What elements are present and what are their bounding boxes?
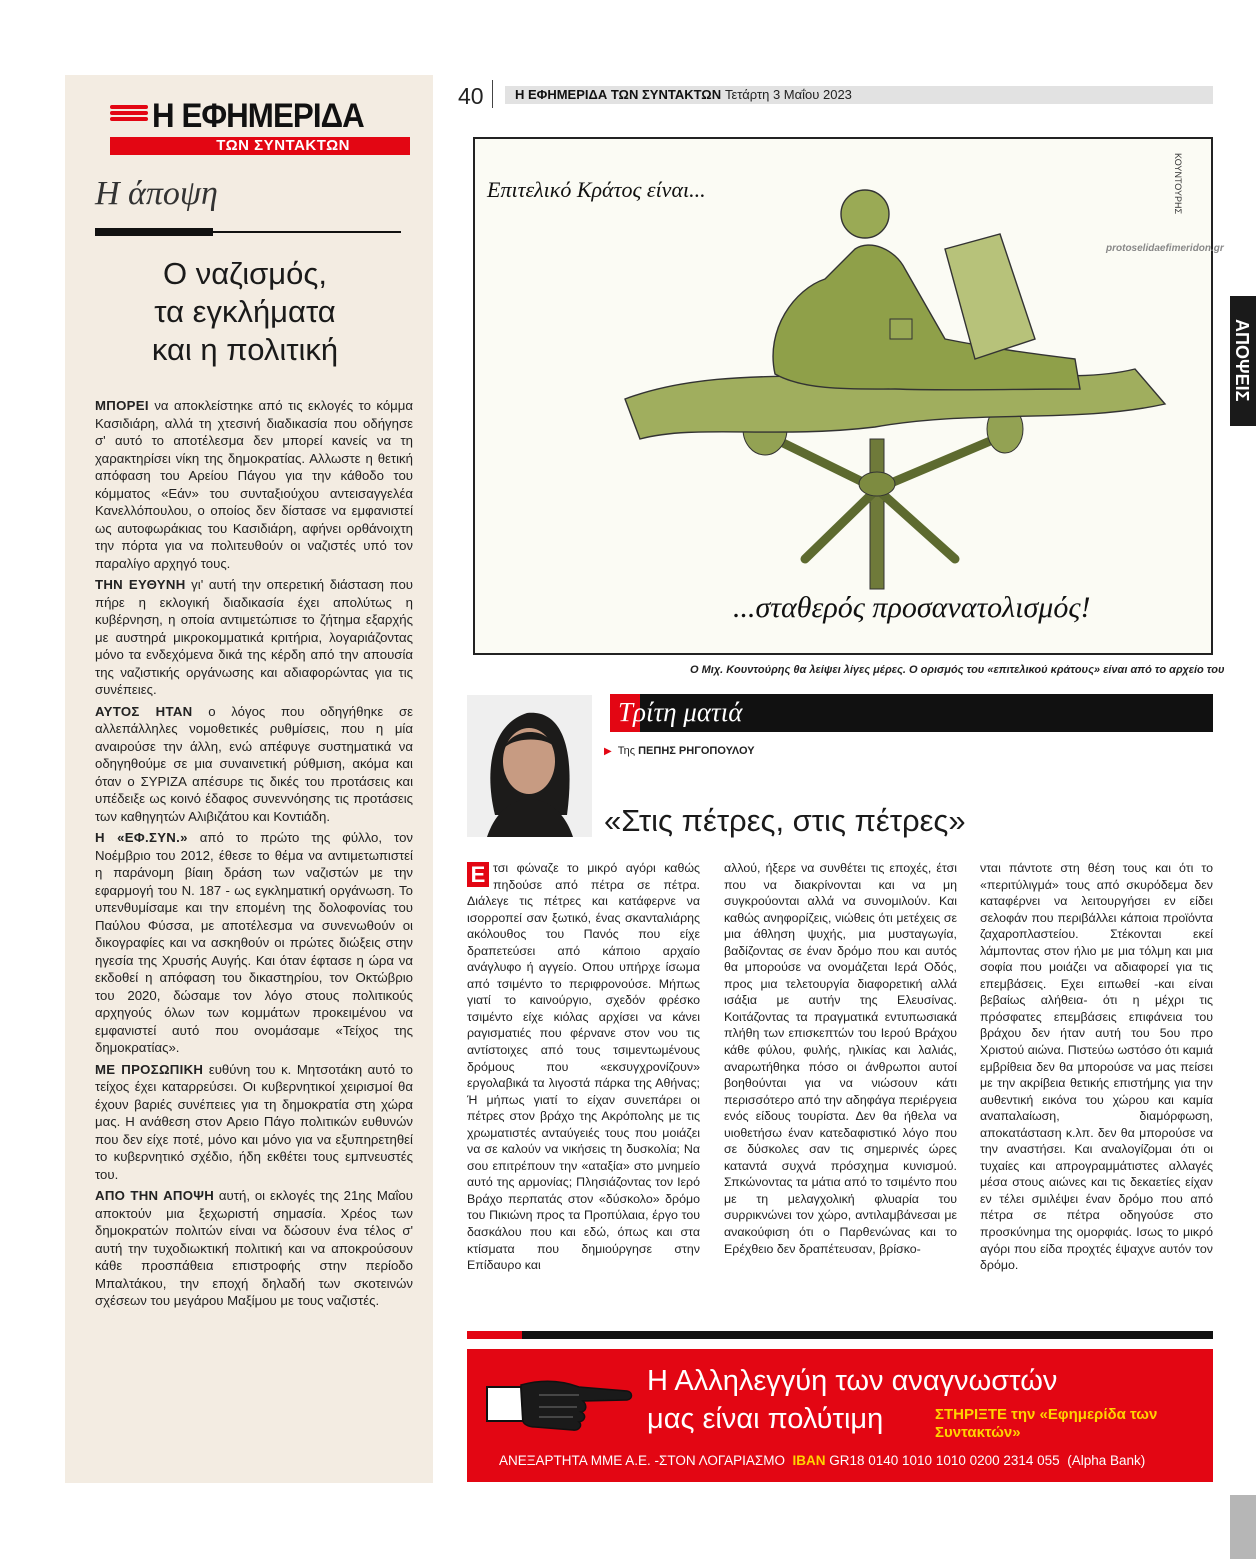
column-section-initial: Τ xyxy=(618,697,634,727)
article-column-2 xyxy=(724,860,957,1257)
paragraph-lead: ΜΕ ΠΡΟΣΩΠΙΚΗ xyxy=(95,1061,204,1077)
paragraph-lead: ΤΗΝ ΕΥΘΥΝΗ xyxy=(95,577,186,592)
watermark: protoselidaefimeridon.gr xyxy=(1106,243,1224,254)
ad-iban-number: GR18 0140 1010 1010 0200 2314 055 xyxy=(829,1453,1060,1468)
cartoon-drawing xyxy=(475,139,1211,653)
editorial-title-line: τα εγκλήματα xyxy=(154,294,336,329)
cartoon-signature: ΚΟΥΝΤΟΥΡΗΣ xyxy=(1173,153,1183,215)
editorial-title xyxy=(95,255,395,369)
page-number-divider xyxy=(492,80,493,108)
paragraph-text: ευθύνη του κ. Μητσοτάκη αυτό το τείχος έχει καταρρεύσει. Οι κυβερνητικοί χειρισμοί θα έχουν βαριές συνέπειες για τη δημοκρατία στη χώρα μας. Η ανάθεση στον Αρειο Πάγο πολιτικών ευθυνών που δεν είχε ποτέ, μόνο και μόνο για να εξυπηρετηθεί το κυβερνητικό σχέδιο, ήδη εκθέτει τους εμπνευστές του. xyxy=(95,1061,413,1182)
ad-iban-label: IBAN xyxy=(792,1453,826,1468)
editorial-paragraph xyxy=(95,829,413,1057)
author-portrait-icon xyxy=(467,695,592,837)
ad-subheadline: μας είναι πολύτιμη xyxy=(647,1403,884,1435)
solidarity-ad[interactable] xyxy=(467,1349,1213,1482)
pointing-hand-icon xyxy=(483,1365,633,1440)
author-photo xyxy=(467,695,592,837)
ad-call-to-action[interactable]: ΣΤΗΡΙΞΤΕ την «Εφημερίδα των Συντακτών» xyxy=(935,1406,1158,1441)
paragraph-lead: ΑΠΟ ΤΗΝ ΑΠΟΨΗ xyxy=(95,1188,215,1203)
editorial-paragraph xyxy=(95,397,413,572)
cartoon-top-text: Επιτελικό Κράτος είναι... xyxy=(487,177,706,202)
column-section-title-text: ρίτη ματιά xyxy=(633,697,743,727)
article-text: τσι φώναζε το μικρό αγόρι καθώς πηδούσε από πέτρα σε πέτρα. Διάλεγε τις πέτρες και κατάφερνε να ισορροπεί σαν ξωτικό, ένας σκανταλιάρης ακόλουθος του Πανός που είχε δραπετεύσει από κάποιο αρχαίο ανάγλυφο ή αγγείο. Οπου υπήρχε ίσωμα από τσιμέντο το περιφρονούσε. Μήπως γιατί το καινούργιο, σχεδόν φρέσκο τσιμέντο είχε κιόλας αρχίσει να κάνει ραγισματιές που φέρνανε στον νου τις αντίστοιχες από τους τσιμεντωμένους δρόμους που «εκσυγχρονίζουν» εργολαβικά τα λιγοστά πάρκα της Αθήνας; Ή μήπως γιατί το είχαν συνεπάρει οι πέτρες στον βράχο της Ακρόπολης με τις χρωματιστές ανταύγειές τους που μοιάζει να σε καλούν να νικήσεις τη δυσκολία; Να σου επιτρέπουν την «αταξία» στο μνημείο αυτό της αρμονίας; Πλησιάζοντας τον Ιερό Βράχο περπατάς στον «δύσκολο» δρόμο του Πικιώνη προς τα Προπύλαια, έργο του δασκάλου που και εδώ, όπως και στα κτίσματα που δημιούργησε στην Επίδαυρο και xyxy=(467,861,700,1273)
cartoon-image xyxy=(473,137,1213,655)
paragraph-lead: Η «ΕΦ.ΣΥΝ.» xyxy=(95,830,188,845)
ad-divider-accent xyxy=(467,1331,522,1339)
editorial-title-line: και η πολιτική xyxy=(151,332,339,367)
editorial-column xyxy=(65,75,433,1483)
header-date: Τετάρτη 3 Μαΐου 2023 xyxy=(725,87,852,102)
paragraph-text: ο λόγος που οδηγήθηκε σε αλλεπάλληλες νομοθετικές ρυθμίσεις, που η μία αναιρούσε την άλλη, ενώ απέφυγε συστηματικά να οδηγηθούμε σε μια συναινετική ρύθμιση, ακόμα και όταν ο ΣΥΡΙΖΑ απέσυρε τις δικές του προτάσεις και υπέδειξε ως κοινό έδαφος συνεννόησης τις προτάσεις των καθηγητών Αλιβιζάτου και Κοντιάδη. xyxy=(95,703,413,824)
byline xyxy=(604,745,755,757)
paragraph-text: αυτή, οι εκλογές της 21ης Μαΐου αποκτούν μια ξεχωριστή σημασία. Χρέος των δημοκρατών πολιτών είναι να δώσουν ένα τέλος σ' αυτή την τυχοδιωκτική πολιτική και να αποκρούσουν κάθε προσπάθεια επιστροφής στην περίοδο Μπαλτάκου, την εποχή δηλαδή των σκοτεινών σχέσεων του μεγάρου Μαξίμου με τους ναζιστές. xyxy=(95,1188,413,1308)
ad-divider-bar xyxy=(467,1331,1213,1339)
byline-author: ΠΕΠΗΣ ΡΗΓΟΠΟΥΛΟΥ xyxy=(638,745,755,757)
column-section-title xyxy=(618,697,742,728)
section-label: Η άποψη xyxy=(95,175,218,212)
article-text: αλλού, ήξερε να συνθέτει τις εποχές, έτσι που να διακρίνονται και να μη συγκρούονται αλλά να συνομιλούν. Και καθώς ανηφορίζεις, νιώθεις ότι μετέχεις σε μια άθληση ψυχής, μια μυσταγωγία, βαδίζοντας σε έναν δρόμο που και αυτός θα μπορούσε να ονομάζεται Ιερά Οδός, προς μια τελετουργία διαφορετική αλλά ισάξια με αυτήν της Ελευσίνας. Κοιτάζοντας τα πραγματικά εντυπωσιακά πλήθη των επισκεπτών του Ιερού Βράχου κάθε φύλου, φυλής, ηλικίας και λαλιάς, αναρωτήθηκα πόσο οι άνθρωποι αυτοί βοηθούνται για να νιώσουν κάτι περισσότερο από την αδηφάγα περιέργεια ενός είδους τουρίστα. Δεν θα ήθελα να υιοθετήσω έναν κατεδαφιστικό λόγο που σε δύσκολες σαν τις σημερινές ώρες καταντά συχνά πρόσχημα κυνισμού. Σπκώνοντας τα μάτια από το τσιμέντο που με τη μελαγχολική φλυαρία του συρρικνώνει τον χώρο, αντιλαμβάνεσαι με ανακούφιση ότι ο Παρθενώνας και το Ερέχθειο δεν δραπέτευσαν, βρίσκο- xyxy=(724,861,957,1256)
section-rule-thick xyxy=(95,228,213,236)
editorial-paragraph xyxy=(95,1061,413,1184)
ad-account-text: ΑΝΕΞΑΡΤΗΤΑ ΜΜΕ Α.Ε. -ΣΤΟΝ ΛΟΓΑΡΙΑΣΜΟ xyxy=(499,1453,785,1468)
play-arrow-icon: ▶ xyxy=(604,746,612,757)
corner-marker xyxy=(1230,1495,1256,1559)
paragraph-lead: ΑΥΤΟΣ ΗΤΑΝ xyxy=(95,703,193,719)
editorial-paragraph xyxy=(95,1187,413,1310)
paragraph-lead: ΜΠΟΡΕΙ xyxy=(95,398,149,413)
article-title: «Στις πέτρες, στις πέτρες» xyxy=(604,803,966,838)
cartoon-bottom-text: ...σταθερός προσανατολισμός! xyxy=(733,591,1091,624)
weathervane-figure xyxy=(625,190,1165,589)
editorial-paragraph xyxy=(95,703,413,826)
cartoon-caption: Ο Μιχ. Κουντούρης θα λείψει λίγες μέρες. Ο ορισμός του «επιτελικού κράτους» είναι από το αρχείο του xyxy=(690,664,1225,676)
ad-headline: Η Αλληλεγγύη των αναγνωστών xyxy=(647,1365,1058,1397)
section-side-tab-label: ΑΠΟΨΕΙΣ xyxy=(1232,318,1252,402)
newspaper-logo xyxy=(110,97,410,167)
logo-subtitle: ΤΩΝ ΣΥΝΤΑΚΤΩΝ xyxy=(110,137,410,155)
byline-prefix: Της xyxy=(617,745,636,757)
editorial-body xyxy=(95,397,413,1314)
article-column-1 xyxy=(467,860,700,1274)
dropcap: Ε xyxy=(467,862,489,887)
paragraph-text: γι' αυτή την οπερετική διάσταση που πήρε η εκλογική διαδικασία έχει απολύτως η κυβέρνηση, η οποία αντιμετώπισε το ζήτημα εξαρχής με αυστηρά μικροκομματικά κριτήρια, λογαριάζοντας μόνο τα ενδεχόμενα δικά της κέρδη από την απουσία της ναζιστικής οργάνωσης και αδιαφορώντας για τις συνέπειες. xyxy=(95,577,413,697)
section-rule-thin xyxy=(213,231,401,233)
editorial-paragraph xyxy=(95,576,413,699)
paragraph-text: να αποκλείστηκε από τις εκλογές το κόμμα Κασιδιάρη, αλλά τη χτεσινή διαδικασία που οδήγησε σ' αυτό το αποτέλεσμα δεν μπορεί κανείς να τη χαρακτηρίσει νίκη της δημοκρατίας. Αλλωστε η θετική απόφαση του Αρείου Πάγου για την κάθοδο του κόμματος «Εάν» του συνταξιούχου αντεισαγγελέα Κανελλόπουλου, ο οποίος δεν δίστασε να εμφανιστεί ως αυτοφωράκιας του Κασιδιάρη, αφήνει ορθάνοιχτη την πόρτα για να πολιτευθούν οι ναζιστές υπό τον παραλίγο αρχηγό τους. xyxy=(95,398,413,571)
header-paper-name: Η ΕΦΗΜΕΡΙΔΑ ΤΩΝ ΣΥΝΤΑΚΤΩΝ xyxy=(515,87,722,102)
ad-bank-name: (Alpha Bank) xyxy=(1067,1453,1146,1468)
logo-title: Η ΕΦΗΜΕΡΙΔΑ xyxy=(152,97,364,135)
logo-speed-lines-icon xyxy=(110,105,148,127)
article-text: νται πάντοτε στη θέση τους και ότι το «περιτύλιγμά» τους από σκυρόδεμα δεν καταφέρνει να λειτουργήσει εν είδει σελοφάν που περιβάλλει κάποια προϊόντα ζαχαροπλαστείου. Στέκονται εκεί λάμποντας στον ήλιο με μια τόλμη και μια σοφία που μοιάζει να αδιαφορεί για τις επεμβάσεις. Εχει ειπωθεί -και είναι βεβαίως αλήθεια- ότι η μέχρι τις πρόσφατες επεμβάσεις επιφάνεια του βράχου δεν ήταν αυτή του 5ου προ Χριστού αιώνα. Πιστεύω ωστόσο ότι καμιά εμβρίθεια δεν θα μπορούσε να μας πείσει με την ακρίβεια θετικής επιστήμης για την αυθεντική εικόνα του χώρου και καμία αναπαλαίωση, διαμόρφωση, αποκατάσταση κ.λπ. δεν θα μπορούσε να την αναστήσει. Και αναλογίζομαι ότι οι τυχαίες και απρογραμμάτιστες αλλαγές μέσα στους αιώνες και τις δεκαετίες είχαν εν τέλει σμιλέψει έναν δρόμο που από πέτρα σε πέτρα οδηγούσε στο προσκύνημα της ομορφιάς. Ισως το μικρό αγόρι που είδα προχτές έψαχνε αυτόν τον δρόμο. xyxy=(980,861,1213,1273)
paragraph-text: από το πρώτο της φύλλο, τον Νοέμβριο του 2012, έθεσε το θέμα να αντιμετωπιστεί η παράνομη βίαιη δράση των ναζιστών με την εφαρμογή του Ν. 187 - ως εγκληματική οργάνωση. Το υπενθυμίσαμε και την επομένη της δολοφονίας του Παύλου Φύσσα, με αποτέλεσμα να συνενωθούν οι δικογραφίες και να ασκηθούν οι πρώτες διώξεις στην ηγεσία της Χρυσής Αυγής. Και όταν έφτασε η ώρα να εκδοθεί η απόφαση του δικαστηρίου, τον Οκτώβριο του 2020, δώσαμε τον λόγο στους πολιτικούς αρχηγούς όλων των κομμάτων προκειμένου να εμφανιστεί αυτό που ονομάσαμε «Τείχος της δημοκρατίας». xyxy=(95,830,414,1055)
editorial-title-line: Ο ναζισμός, xyxy=(163,256,327,291)
article-column-3 xyxy=(980,860,1213,1274)
ad-bank-account xyxy=(499,1453,1145,1468)
page-number: 40 xyxy=(458,83,484,109)
